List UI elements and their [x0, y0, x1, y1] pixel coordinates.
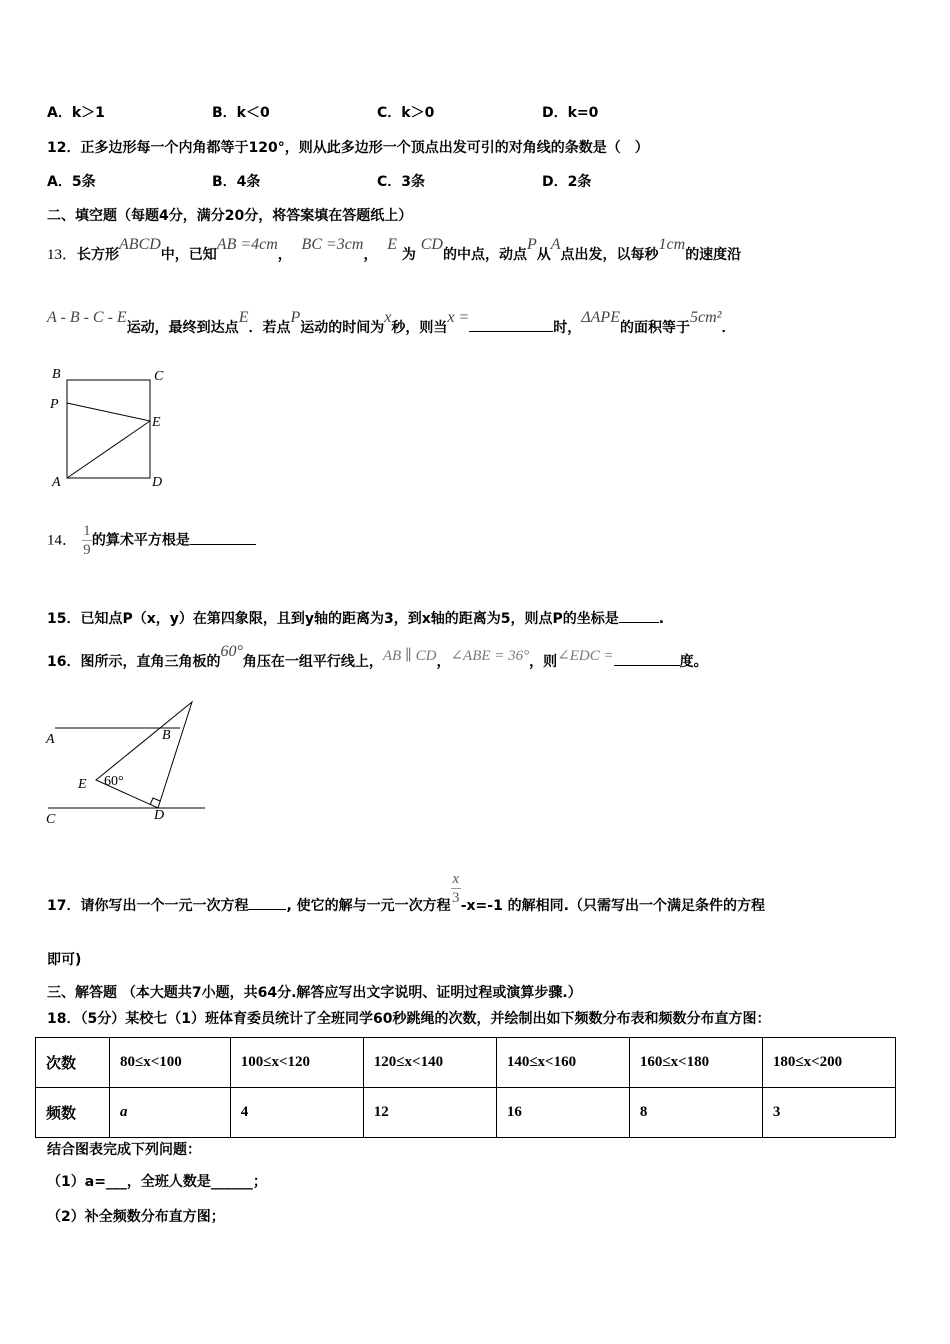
q12-option-a: A．5条 — [47, 174, 96, 190]
label-a: A — [46, 732, 55, 747]
text: 中，已知 — [160, 247, 217, 263]
q16-parallel-lines-figure — [40, 695, 210, 830]
math: 60° — [220, 643, 243, 660]
q18-part1: （1）a=___，全班人数是______； — [47, 1174, 267, 1190]
text: 17．请你写出一个一元一次方程 — [47, 897, 249, 914]
label-a: A — [52, 475, 61, 490]
table-cell: 次数 — [36, 1038, 110, 1088]
text: 点出发，以每秒 — [560, 247, 659, 263]
q13-line1 — [47, 236, 742, 264]
q11-option-d: D．k=0 — [542, 105, 599, 121]
text: 运动，最终到达点 — [126, 320, 239, 336]
q12-option-b: B．4条 — [212, 174, 261, 190]
q18-instruction: 结合图表完成下列问题： — [47, 1142, 201, 1158]
math: ABCD — [119, 236, 161, 253]
text: 的算术平方根是 — [91, 532, 190, 549]
table-row — [36, 1088, 896, 1138]
section-3-heading: 三、解答题 （本大题共7小题，共64分.解答应写出文字说明、证明过程或演算步骤.） — [47, 985, 582, 1001]
q12-option-d: D．2条 — [542, 174, 592, 190]
table-cell: 12 — [363, 1088, 496, 1138]
math: E — [387, 236, 397, 253]
text: ， — [363, 247, 378, 263]
table-cell: 频数 — [36, 1088, 110, 1138]
table-cell: 16 — [496, 1088, 629, 1138]
math: x — [384, 309, 392, 326]
math: 5cm² — [689, 309, 722, 326]
table-cell: 80≤x<100 — [110, 1038, 231, 1088]
text: 的面积等于 — [619, 320, 690, 336]
text: . — [658, 611, 665, 627]
text: ． — [721, 320, 736, 336]
q13-rectangle-figure — [40, 360, 180, 495]
text: 的中点，动点 — [442, 247, 527, 263]
math: P — [290, 309, 301, 326]
q18-part2: （2）补全频数分布直方图； — [47, 1209, 225, 1225]
table-cell: 160≤x<180 — [629, 1038, 762, 1088]
text: 15．已知点P（x，y）在第四象限，且到y轴的距离为3，到x轴的距离为5，则点P的坐标是 — [47, 611, 619, 627]
math: ∠EDC = — [557, 648, 614, 664]
text: , 使它的解与一元一次方程 — [286, 897, 451, 914]
segment-pe — [67, 403, 150, 421]
table-cell: a — [110, 1088, 231, 1138]
q12-option-c: C．3条 — [377, 174, 426, 190]
text: 16．图所示，直角三角板的 — [47, 654, 221, 670]
q17-line2: 即可) — [47, 952, 82, 968]
q13-number: 13． — [47, 247, 78, 263]
label-c: C — [154, 369, 164, 384]
q13-line2 — [47, 309, 736, 337]
math: BC =3cm — [301, 236, 364, 253]
segment-ae — [67, 421, 150, 478]
text: 从 — [536, 247, 551, 263]
denominator: 3 — [451, 890, 460, 906]
text: ， — [277, 247, 292, 263]
q17-line — [47, 870, 766, 914]
math: ΔAPE — [581, 309, 620, 326]
math: E — [238, 309, 249, 326]
text: -x=-1 的解相同.（只需写出一个满足条件的方程 — [460, 897, 766, 914]
math: x = — [447, 309, 470, 326]
table-cell: 3 — [762, 1088, 895, 1138]
math: AB =4cm — [216, 236, 278, 253]
label-e: E — [152, 415, 161, 430]
text: 为 — [401, 247, 416, 263]
denominator: 9 — [83, 542, 91, 558]
right-angle-mark — [150, 798, 160, 805]
numerator: 1 — [83, 523, 91, 539]
text: 运动的时间为 — [300, 320, 385, 336]
q11-option-a: A．k＞1 — [47, 105, 105, 121]
text: 度。 — [679, 654, 708, 670]
text: 秒，则当 — [391, 320, 448, 336]
q11-option-c: C．k＞0 — [377, 105, 435, 121]
text: 长方形 — [77, 247, 120, 263]
text: ， — [436, 654, 451, 670]
math: 1cm — [658, 236, 686, 253]
q14-line — [47, 522, 256, 559]
label-d: D — [154, 808, 165, 823]
text: 角压在一组平行线上， — [242, 654, 383, 670]
table-cell: 180≤x<200 — [762, 1038, 895, 1088]
triangle-set-square — [96, 702, 192, 808]
frequency-table — [35, 1037, 896, 1138]
math: AB ∥ CD — [382, 648, 437, 664]
label-b: B — [162, 728, 171, 743]
q11-option-b: B．k＜0 — [212, 105, 270, 121]
q18-text: 18．（5分）某校七（1）班体育委员统计了全班同学60秒跳绳的次数，并绘制出如下频数分布表和频数分布直方图： — [47, 1011, 771, 1027]
table-cell: 120≤x<140 — [363, 1038, 496, 1088]
q12-text: 12．正多边形每一个内角都等于120°，则从此多边形一个顶点出发可引的对角线的条数是（ ） — [47, 140, 649, 156]
math: A — [550, 236, 561, 253]
fraction — [451, 870, 461, 907]
q14-number: 14． — [47, 532, 78, 549]
numerator: x — [452, 871, 460, 887]
label-b: B — [52, 367, 61, 382]
answer-blank[interactable] — [248, 909, 286, 910]
label-c: C — [46, 812, 56, 827]
table-cell: 100≤x<120 — [230, 1038, 363, 1088]
label-angle: 60° — [104, 774, 124, 789]
fraction — [82, 522, 92, 559]
q16-line — [47, 643, 708, 671]
table-cell: 4 — [230, 1088, 363, 1138]
answer-blank[interactable] — [469, 331, 553, 332]
label-e: E — [78, 777, 87, 792]
table-row — [36, 1038, 896, 1088]
table-cell: 8 — [629, 1088, 762, 1138]
answer-blank[interactable] — [190, 544, 256, 545]
math: A - B - C - E — [47, 309, 127, 326]
text: ．若点 — [248, 320, 291, 336]
text: 的速度沿 — [685, 247, 742, 263]
text: 时， — [553, 320, 582, 336]
label-d: D — [152, 475, 163, 490]
answer-blank[interactable] — [614, 665, 680, 666]
label-p: P — [50, 397, 59, 412]
q15-line — [47, 608, 664, 628]
answer-blank[interactable] — [619, 622, 659, 623]
math: CD — [420, 236, 443, 253]
math: P — [526, 236, 537, 253]
section-2-heading: 二、填空题（每题4分，满分20分，将答案填在答题纸上） — [47, 208, 413, 224]
text: ，则 — [529, 654, 558, 670]
math: ∠ABE = 36° — [450, 648, 530, 664]
table-cell: 140≤x<160 — [496, 1038, 629, 1088]
